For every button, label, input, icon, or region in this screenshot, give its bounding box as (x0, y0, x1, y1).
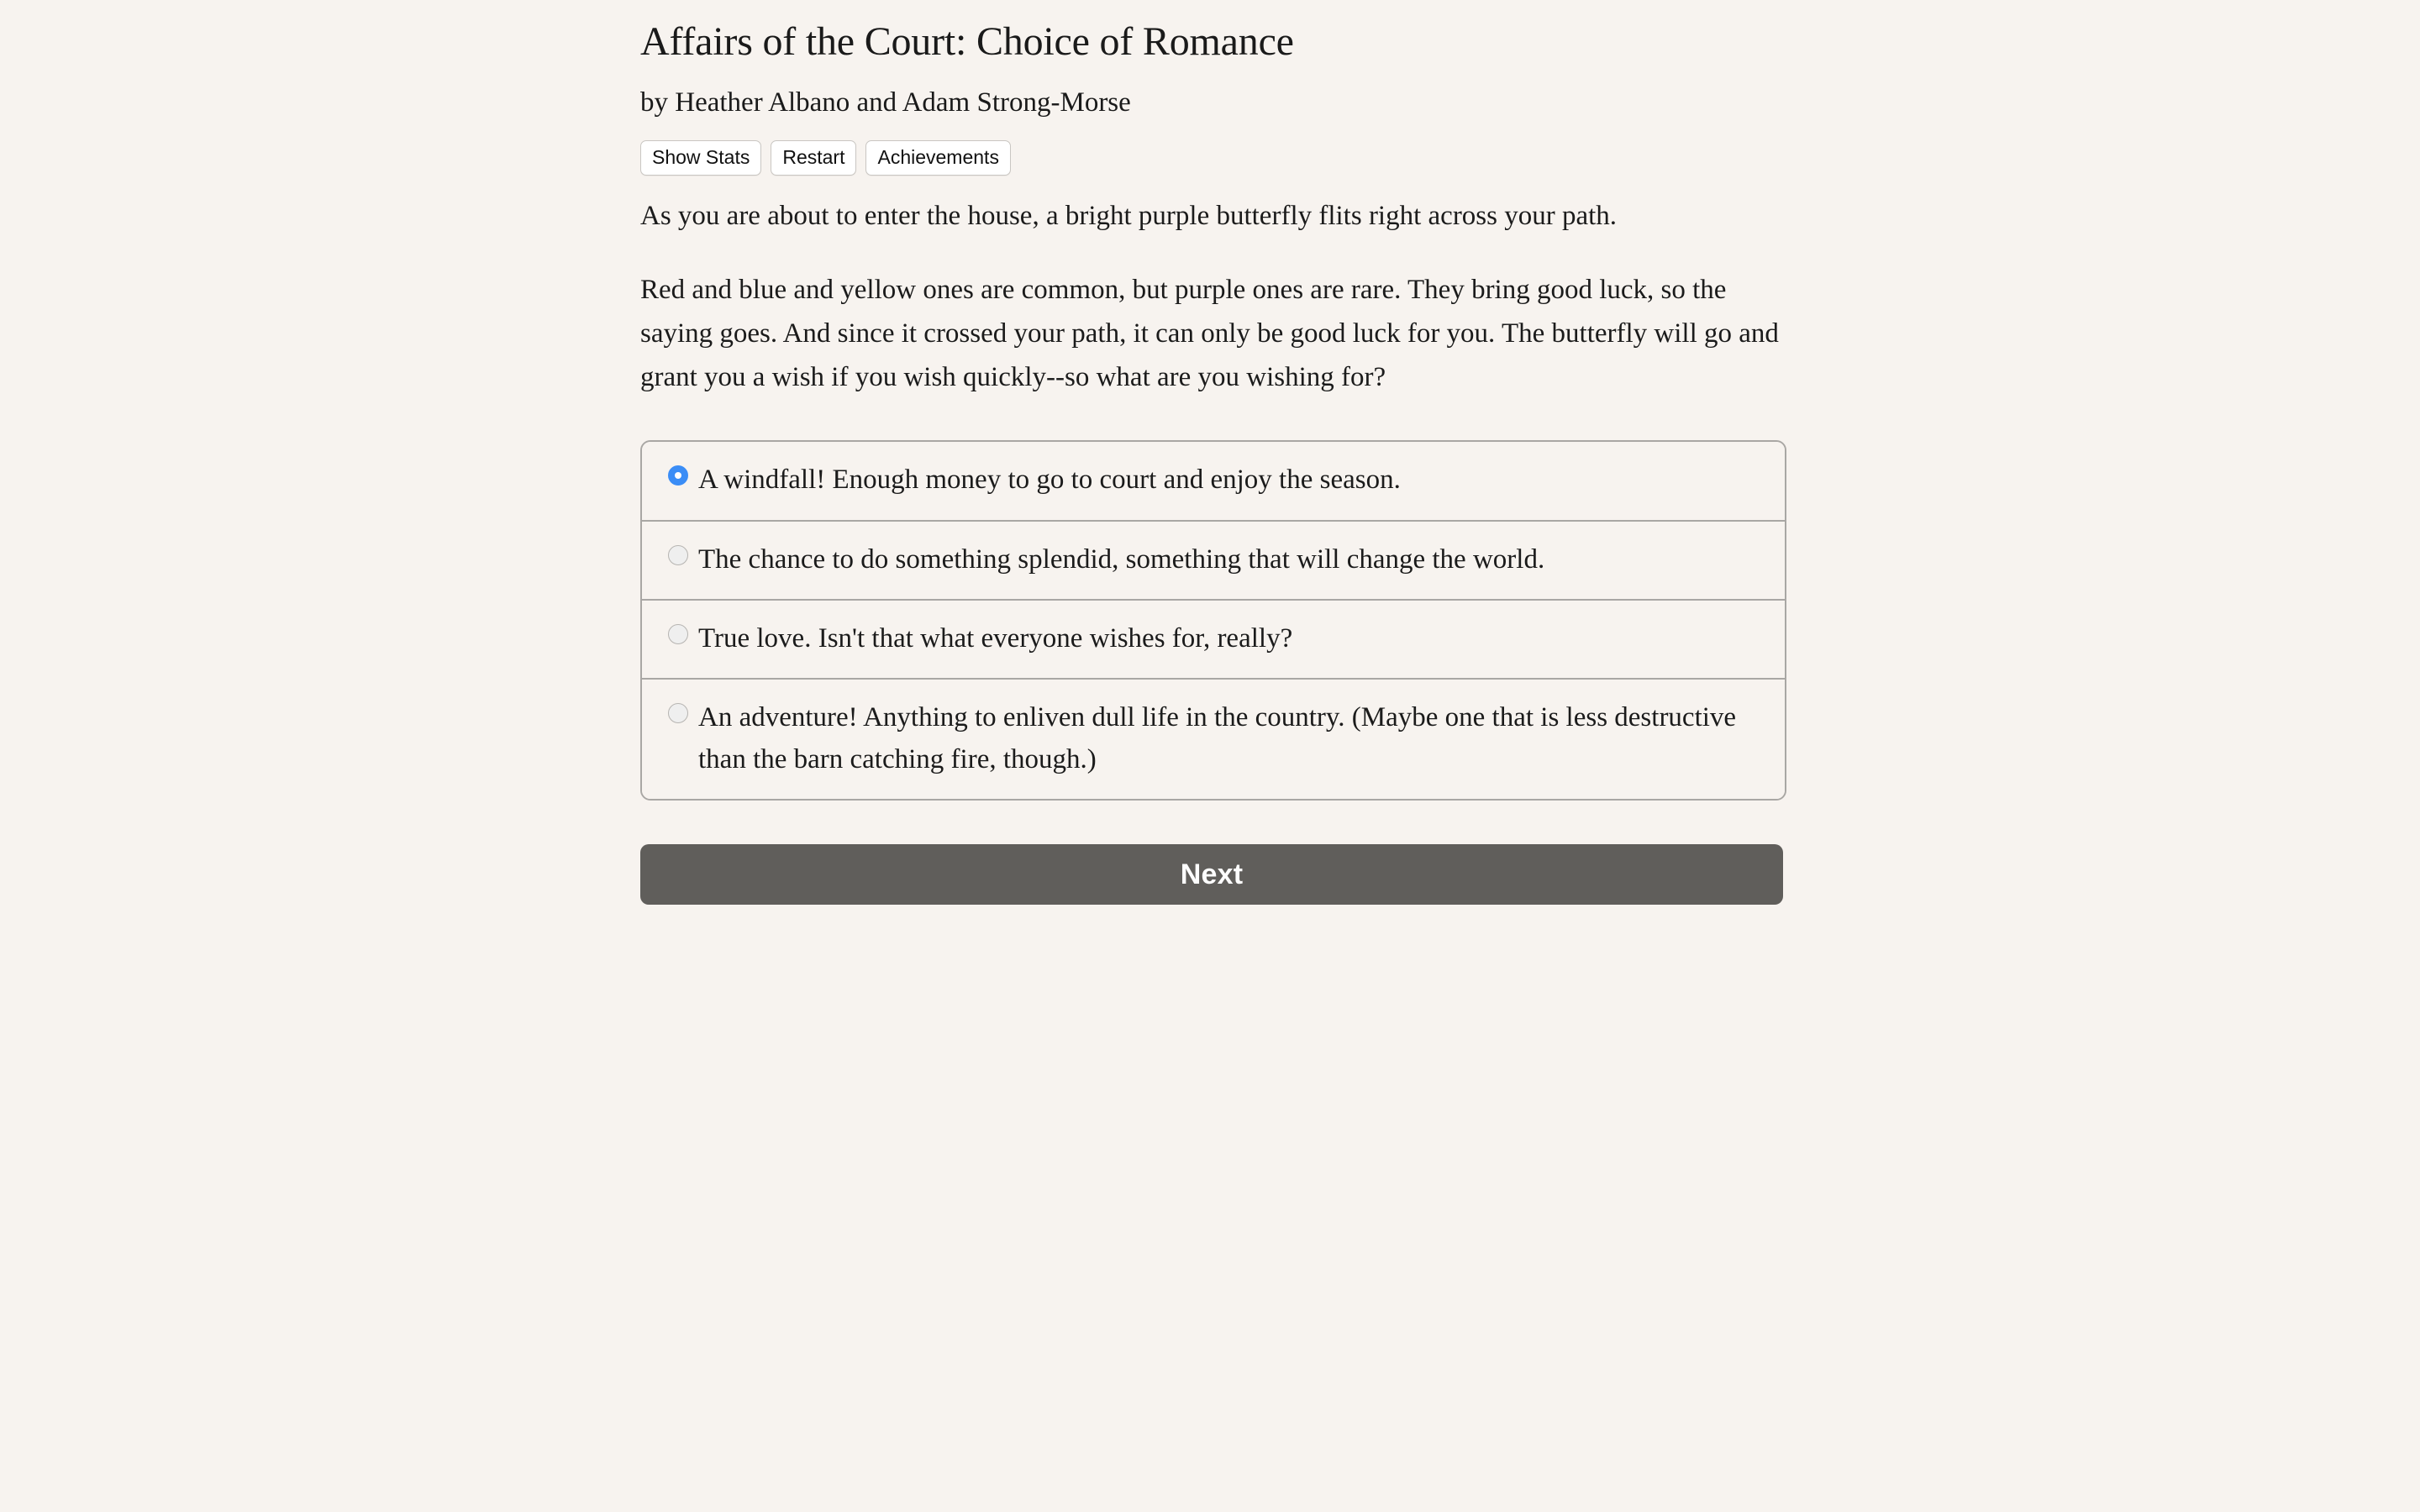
radio-button-icon[interactable] (668, 465, 688, 486)
radio-button-icon[interactable] (668, 703, 688, 723)
choice-list (640, 440, 1786, 801)
story-paragraph: Red and blue and yellow ones are common, but purple ones are rare. They bring good luck, so the saying goes. And since it crossed your path, it can only be good luck for you. The butterfly will go and grant you a wish if you wish quickly--so what are you wishing for? (640, 275, 1779, 393)
radio-button-icon[interactable] (668, 545, 688, 565)
show-stats-button[interactable]: Show Stats (640, 140, 761, 176)
choice-option[interactable] (642, 442, 1785, 519)
next-button[interactable]: Next (640, 844, 1783, 905)
achievements-button[interactable]: Achievements (865, 140, 1010, 176)
choice-option[interactable] (642, 678, 1785, 799)
story-paragraph: As you are about to enter the house, a bright purple butterfly flits right across your path. (640, 200, 1618, 231)
choice-label: A windfall! Enough money to go to court and enjoy the season. (698, 465, 1401, 496)
choice-label: The chance to do something splendid, something that will change the world. (698, 543, 1545, 575)
toolbar (640, 120, 1783, 176)
author-byline: by Heather Albano and Adam Strong-Morse (640, 87, 1131, 118)
choice-label: An adventure! Anything to enliven dull life in the country. (Maybe one that is less destructive than the barn catching fire, though.) (698, 701, 1737, 774)
content-column (640, 0, 1783, 905)
page-title: Affairs of the Court: Choice of Romance (640, 19, 1294, 64)
story-text (640, 176, 1783, 400)
restart-button[interactable]: Restart (771, 140, 856, 176)
choice-label: True love. Isn't that what everyone wishes for, really? (698, 622, 1293, 654)
choice-option[interactable] (642, 599, 1785, 678)
radio-button-icon[interactable] (668, 624, 688, 644)
choice-option[interactable] (642, 520, 1785, 599)
